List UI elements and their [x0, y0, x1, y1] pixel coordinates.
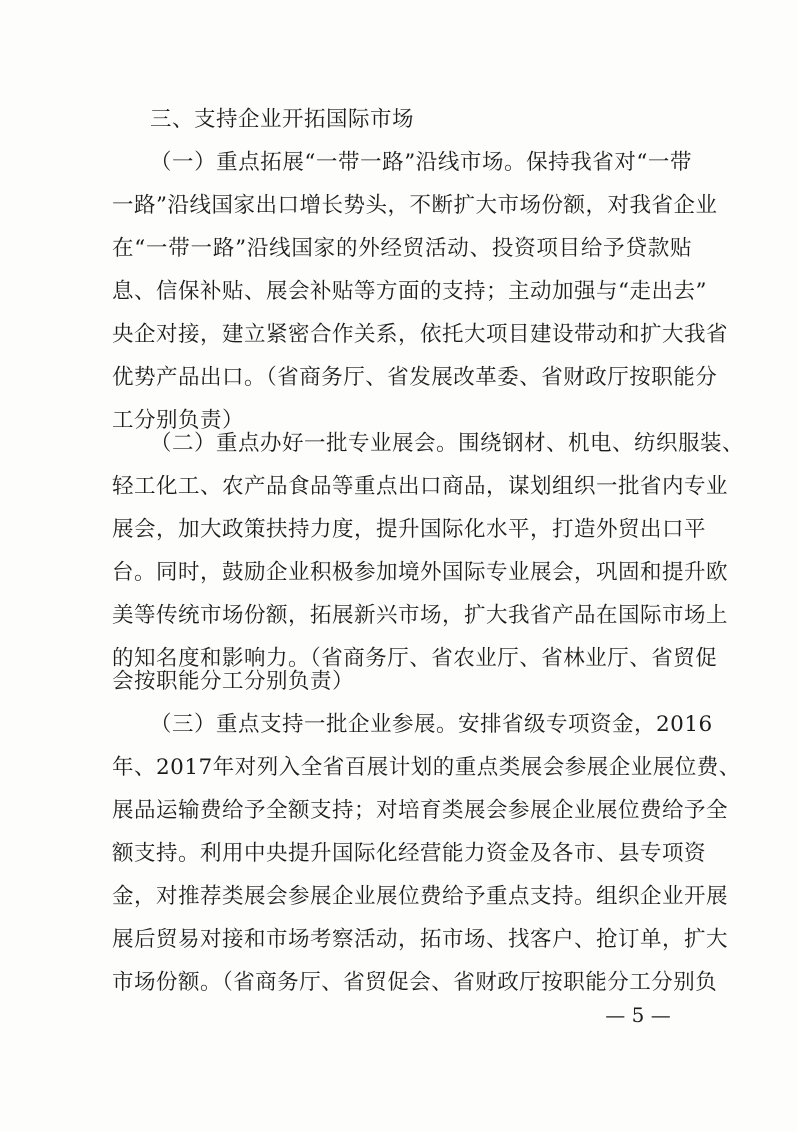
paragraph-1-line-7: 工分别负责） [112, 408, 245, 433]
paragraph-1-line-3: 在“一带一路”沿线国家的外经贸活动、投资项目给予贷款贴 [112, 236, 692, 261]
paragraph-3-line-7: 市场份额。（省商务厅、省贸促会、省财政厅按职能分工分别负 [112, 970, 718, 995]
paragraph-3-line-3: 展品运输费给予全额支持；对培育类展会参展企业展位费给予全 [112, 798, 729, 823]
paragraph-3-line-5: 金，对推荐类展会参展企业展位费给予重点支持。组织企业开展 [112, 884, 729, 909]
paragraph-2-line-6: 的知名度和影响力。（省商务厅、省农业厅、省林业厅、省贸促 [112, 646, 718, 671]
paragraph-1-line-6: 优势产品出口。（省商务厅、省发展改革委、省财政厅按职能分 [112, 365, 718, 390]
paragraph-2-line-3: 展会，加大政策扶持力度，提升国际化水平，打造外贸出口平 [112, 517, 707, 542]
paragraph-1-line-4: 息、信保补贴、展会补贴等方面的支持；主动加强与“走出去” [112, 279, 707, 304]
paragraph-3-line-2: 年、2017年对列入全省百展计划的重点类展会参展企业展位费、 [112, 755, 741, 780]
paragraph-3-line-4: 额支持。利用中央提升国际化经营能力资金及各市、县专项资 [112, 841, 707, 866]
page-number: — 5 — [605, 1003, 671, 1027]
paragraph-1-line-2: 一路”沿线国家出口增长势头，不断扩大市场份额，对我省企业 [112, 193, 718, 218]
paragraph-2-line-1: （二）重点办好一批专业展会。围绕钢材、机电、纺织服装、 [150, 431, 745, 456]
paragraph-2-line-5: 美等传统市场份额，拓展新兴市场，扩大我省产品在国际市场上 [112, 603, 729, 628]
paragraph-2-line-4: 台。同时，鼓励企业积极参加境外国际专业展会，巩固和提升欧 [112, 560, 729, 585]
paragraph-1-line-5: 央企对接，建立紧密合作关系，依托大项目建设带动和扩大我省 [112, 322, 729, 347]
paragraph-3-line-1: （三）重点支持一批企业参展。安排省级专项资金，2016 [150, 712, 713, 737]
paragraph-1-line-1: （一）重点拓展“一带一路”沿线市场。保持我省对“一带 [150, 150, 692, 175]
section-heading: 三、支持企业开拓国际市场 [150, 107, 415, 132]
paragraph-2-line-7: 会按职能分工分别负责） [112, 669, 355, 694]
paragraph-3-line-6: 展后贸易对接和市场考察活动，拓市场、找客户、抢订单，扩大 [112, 927, 729, 952]
paragraph-2-line-2: 轻工化工、农产品食品等重点出口商品，谋划组织一批省内专业 [112, 474, 729, 499]
